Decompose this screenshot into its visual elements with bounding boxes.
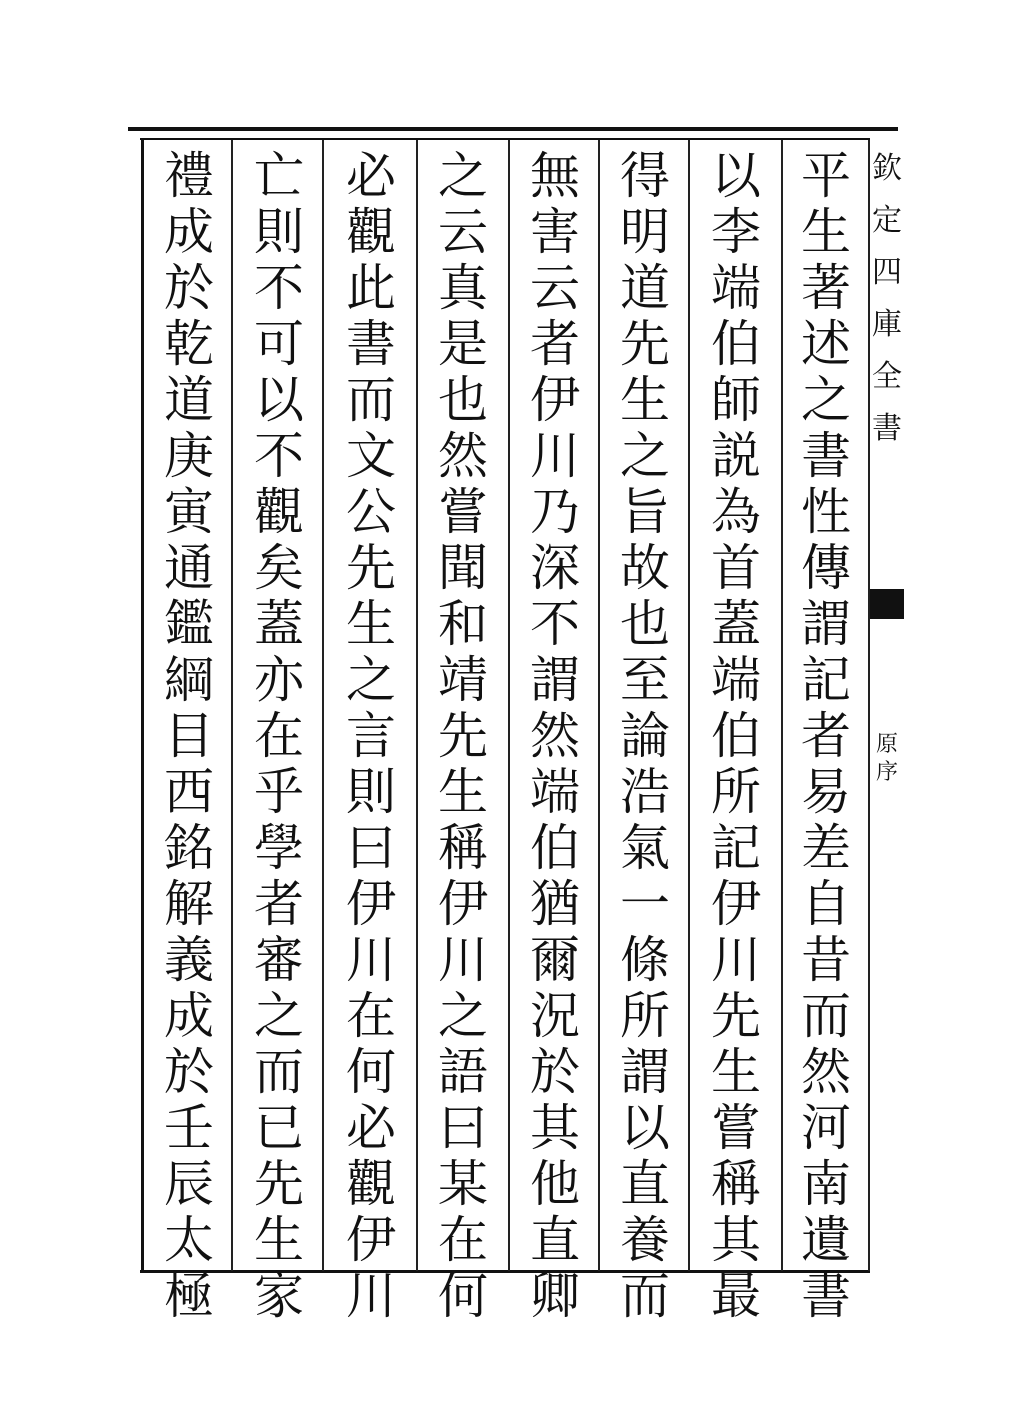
text-char: 伊 [711, 875, 761, 933]
text-char: 之 [438, 147, 488, 205]
text-char: 伯 [711, 707, 761, 765]
text-char: 觀 [254, 483, 304, 541]
text-char: 成 [164, 203, 214, 261]
text-char: 師 [711, 371, 761, 429]
text-char: 之 [620, 427, 670, 485]
text-char: 曰 [438, 1099, 488, 1157]
text-char: 先 [346, 539, 396, 597]
text-char: 謂 [530, 651, 580, 709]
margin-title-char: 書 [872, 411, 902, 446]
text-column-4 [514, 147, 596, 1325]
text-char: 已 [254, 1099, 304, 1157]
column-divider [781, 140, 783, 1271]
text-char: 其 [711, 1211, 761, 1269]
text-char: 真 [438, 259, 488, 317]
margin-title-char: 欽 [872, 151, 902, 186]
text-char: 觀 [346, 1155, 396, 1213]
text-char: 然 [801, 1043, 851, 1101]
text-char: 遺 [801, 1211, 851, 1269]
text-char: 記 [801, 651, 851, 709]
text-char: 之 [254, 987, 304, 1045]
margin-section-label [874, 731, 900, 787]
column-divider [598, 140, 600, 1271]
text-char: 其 [530, 1099, 580, 1157]
text-char: 養 [620, 1211, 670, 1269]
text-char: 而 [346, 371, 396, 429]
text-char: 生 [254, 1211, 304, 1269]
text-char: 太 [164, 1211, 214, 1269]
text-char: 直 [530, 1211, 580, 1269]
text-char: 述 [801, 315, 851, 373]
text-char: 自 [801, 875, 851, 933]
text-char: 在 [254, 707, 304, 765]
text-char: 首 [711, 539, 761, 597]
text-char: 南 [801, 1155, 851, 1213]
text-char: 先 [711, 987, 761, 1045]
text-char: 是 [438, 315, 488, 373]
text-char: 庚 [164, 427, 214, 485]
text-char: 先 [620, 315, 670, 373]
text-char: 乎 [254, 763, 304, 821]
text-char: 之 [346, 651, 396, 709]
margin-book-title [870, 143, 904, 455]
text-char: 聞 [438, 539, 488, 597]
text-char: 川 [711, 931, 761, 989]
text-char: 西 [164, 763, 214, 821]
text-char: 差 [801, 819, 851, 877]
margin-title-char: 全 [872, 359, 902, 394]
text-char: 和 [438, 595, 488, 653]
text-char: 則 [346, 763, 396, 821]
text-char: 記 [711, 819, 761, 877]
text-char: 禮 [164, 147, 214, 205]
text-char: 伊 [530, 371, 580, 429]
text-char: 者 [801, 707, 851, 765]
text-char: 生 [346, 595, 396, 653]
text-char: 浩 [620, 763, 670, 821]
text-char: 所 [620, 987, 670, 1045]
text-char: 不 [530, 595, 580, 653]
text-char: 伊 [438, 875, 488, 933]
text-char: 卿 [530, 1267, 580, 1325]
text-char: 之 [801, 371, 851, 429]
margin-title-char: 定 [872, 203, 902, 238]
text-char: 何 [438, 1267, 488, 1325]
text-char: 李 [711, 203, 761, 261]
text-char: 不 [254, 259, 304, 317]
text-char: 稱 [438, 819, 488, 877]
text-char: 旨 [620, 483, 670, 541]
text-char: 鑑 [164, 595, 214, 653]
text-char: 傳 [801, 539, 851, 597]
text-char: 川 [530, 427, 580, 485]
text-char: 靖 [438, 651, 488, 709]
text-char: 於 [164, 259, 214, 317]
text-char: 者 [530, 315, 580, 373]
text-char: 解 [164, 875, 214, 933]
text-char: 此 [346, 259, 396, 317]
text-char: 論 [620, 707, 670, 765]
text-char: 道 [620, 259, 670, 317]
text-char: 云 [530, 259, 580, 317]
text-char: 先 [438, 707, 488, 765]
text-char: 成 [164, 987, 214, 1045]
text-char: 至 [620, 651, 670, 709]
text-char: 某 [438, 1155, 488, 1213]
text-char: 伊 [346, 875, 396, 933]
column-divider [322, 140, 324, 1271]
text-char: 條 [620, 931, 670, 989]
text-char: 蓋 [711, 595, 761, 653]
text-char: 云 [438, 203, 488, 261]
left-border-rule [141, 138, 144, 1273]
text-char: 辰 [164, 1155, 214, 1213]
text-char: 之 [438, 987, 488, 1045]
text-char: 伯 [711, 315, 761, 373]
text-char: 也 [620, 595, 670, 653]
text-char: 著 [801, 259, 851, 317]
text-char: 家 [254, 1267, 304, 1325]
text-char: 亦 [254, 651, 304, 709]
text-char: 於 [530, 1043, 580, 1101]
text-char: 於 [164, 1043, 214, 1101]
text-char: 也 [438, 371, 488, 429]
text-char: 然 [438, 427, 488, 485]
text-char: 以 [254, 371, 304, 429]
text-char: 書 [801, 427, 851, 485]
text-char: 性 [801, 483, 851, 541]
fishtail-mark [870, 589, 904, 619]
column-divider [416, 140, 418, 1271]
text-char: 川 [346, 931, 396, 989]
text-char: 通 [164, 539, 214, 597]
text-char: 易 [801, 763, 851, 821]
text-char: 一 [620, 875, 670, 933]
top-inner-rule [140, 138, 870, 140]
text-char: 所 [711, 763, 761, 821]
text-column-6 [330, 147, 412, 1325]
text-char: 先 [254, 1155, 304, 1213]
text-char: 稱 [711, 1155, 761, 1213]
text-char: 在 [438, 1211, 488, 1269]
text-column-7 [238, 147, 320, 1325]
text-char: 目 [164, 707, 214, 765]
text-char: 極 [164, 1267, 214, 1325]
text-char: 言 [346, 707, 396, 765]
text-char: 而 [620, 1267, 670, 1325]
text-char: 故 [620, 539, 670, 597]
column-divider [688, 140, 690, 1271]
text-char: 曰 [346, 819, 396, 877]
text-char: 直 [620, 1155, 670, 1213]
text-char: 學 [254, 819, 304, 877]
text-char: 然 [530, 707, 580, 765]
text-char: 亡 [254, 147, 304, 205]
text-char: 伯 [530, 819, 580, 877]
text-char: 綱 [164, 651, 214, 709]
text-char: 在 [346, 987, 396, 1045]
text-char: 可 [254, 315, 304, 373]
text-char: 害 [530, 203, 580, 261]
text-char: 義 [164, 931, 214, 989]
text-char: 而 [801, 987, 851, 1045]
text-char: 他 [530, 1155, 580, 1213]
text-char: 必 [346, 1099, 396, 1157]
text-char: 猶 [530, 875, 580, 933]
text-char: 氣 [620, 819, 670, 877]
text-char: 不 [254, 427, 304, 485]
text-char: 矣 [254, 539, 304, 597]
text-char: 公 [346, 483, 396, 541]
text-char: 爾 [530, 931, 580, 989]
text-char: 明 [620, 203, 670, 261]
text-char: 嘗 [711, 1099, 761, 1157]
text-char: 嘗 [438, 483, 488, 541]
text-char: 無 [530, 147, 580, 205]
text-char: 寅 [164, 483, 214, 541]
top-border-rule [128, 127, 898, 131]
text-char: 生 [711, 1043, 761, 1101]
text-char: 端 [711, 259, 761, 317]
text-char: 生 [620, 371, 670, 429]
text-char: 語 [438, 1043, 488, 1101]
text-char: 以 [711, 147, 761, 205]
text-char: 最 [711, 1267, 761, 1325]
text-column-2 [695, 147, 777, 1325]
margin-title-char: 庫 [872, 307, 902, 342]
column-divider [508, 140, 510, 1271]
text-char: 深 [530, 539, 580, 597]
text-char: 而 [254, 1043, 304, 1101]
text-char: 蓋 [254, 595, 304, 653]
text-char: 書 [346, 315, 396, 373]
section-char: 原 [875, 732, 898, 757]
text-char: 昔 [801, 931, 851, 989]
text-char: 伊 [346, 1211, 396, 1269]
text-char: 謂 [620, 1043, 670, 1101]
text-char: 端 [711, 651, 761, 709]
text-char: 得 [620, 147, 670, 205]
margin-title-char: 四 [872, 255, 902, 290]
text-char: 川 [346, 1267, 396, 1325]
text-char: 生 [438, 763, 488, 821]
text-char: 生 [801, 203, 851, 261]
text-char: 況 [530, 987, 580, 1045]
text-column-3 [604, 147, 686, 1325]
text-char: 何 [346, 1043, 396, 1101]
text-char: 必 [346, 147, 396, 205]
text-char: 書 [801, 1267, 851, 1325]
text-char: 以 [620, 1099, 670, 1157]
text-column-8 [148, 147, 230, 1325]
text-char: 乃 [530, 483, 580, 541]
section-char: 序 [875, 760, 898, 785]
text-char: 川 [438, 931, 488, 989]
text-char: 乾 [164, 315, 214, 373]
text-char: 謂 [801, 595, 851, 653]
text-char: 河 [801, 1099, 851, 1157]
text-char: 説 [711, 427, 761, 485]
text-char: 道 [164, 371, 214, 429]
text-char: 壬 [164, 1099, 214, 1157]
text-char: 端 [530, 763, 580, 821]
text-column-1 [785, 147, 867, 1325]
text-char: 平 [801, 147, 851, 205]
text-char: 銘 [164, 819, 214, 877]
column-divider [231, 140, 233, 1271]
text-char: 觀 [346, 203, 396, 261]
margin-strip [870, 131, 904, 1273]
text-char: 則 [254, 203, 304, 261]
text-char: 審 [254, 931, 304, 989]
text-char: 者 [254, 875, 304, 933]
text-char: 為 [711, 483, 761, 541]
text-column-5 [422, 147, 504, 1325]
text-char: 文 [346, 427, 396, 485]
